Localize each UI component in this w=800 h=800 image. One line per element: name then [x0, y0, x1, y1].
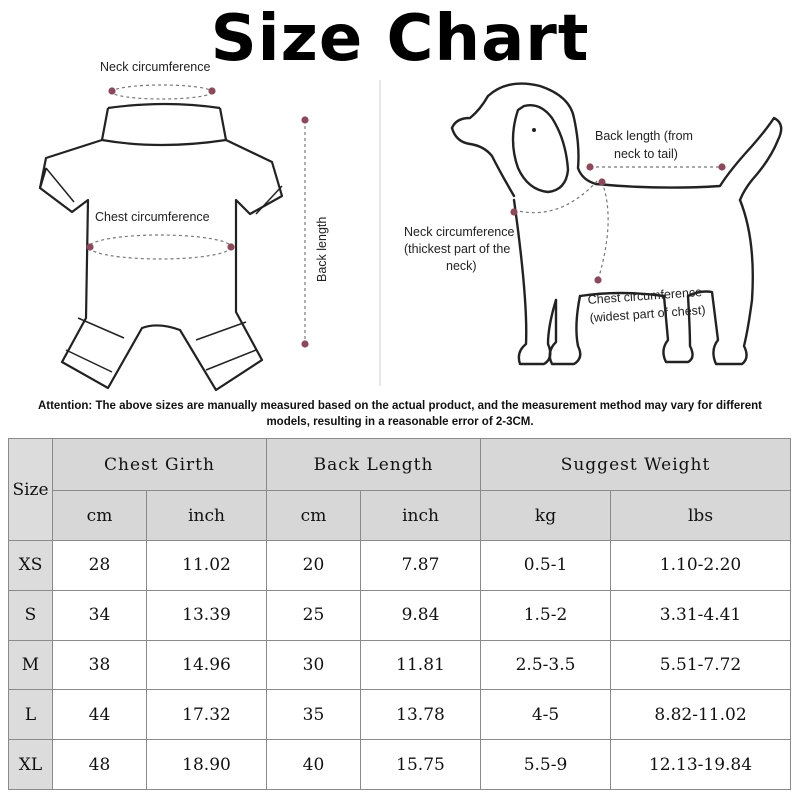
dog-chest-label-line1: Chest circumference	[587, 285, 703, 307]
table-row	[9, 590, 791, 640]
dog-back-label-line1: Back length (from	[595, 129, 693, 143]
dog-back-label-line2: neck to tail)	[614, 147, 678, 161]
garment-chest-label: Chest circumference	[95, 210, 210, 224]
table-row	[9, 541, 791, 591]
table-row	[9, 690, 791, 740]
header-chest-girth: Chest Girth	[53, 439, 267, 491]
unit-weight-kg: kg	[481, 491, 611, 541]
table-cell: 4-5	[481, 690, 611, 740]
garment-neck-label: Neck circumference	[100, 60, 211, 74]
table-cell: 5.5-9	[481, 740, 611, 790]
table-cell: 9.84	[361, 590, 481, 640]
size-cell: M	[9, 640, 53, 690]
garment-illustration	[40, 104, 282, 390]
unit-chest-cm: cm	[53, 491, 147, 541]
table-cell: 0.5-1	[481, 541, 611, 591]
table-cell: 17.32	[147, 690, 267, 740]
size-cell: XL	[9, 740, 53, 790]
garment-back-marker-bottom	[301, 340, 308, 347]
size-cell: L	[9, 690, 53, 740]
unit-chest-inch: inch	[147, 491, 267, 541]
table-cell: 13.39	[147, 590, 267, 640]
table-cell: 3.31-4.41	[611, 590, 791, 640]
dog-neck-label-line3: neck)	[446, 259, 477, 273]
table-cell: 14.96	[147, 640, 267, 690]
table-cell: 11.81	[361, 640, 481, 690]
table-cell: 13.78	[361, 690, 481, 740]
table-cell: 18.90	[147, 740, 267, 790]
size-column-header: Size	[9, 439, 53, 541]
dog-neck-marker	[510, 208, 517, 215]
header-suggest-weight: Suggest Weight	[481, 439, 791, 491]
attention-line-1: Attention: The above sizes are manually measured based on the actual product, and the measurement method may vary for different	[37, 400, 763, 412]
unit-weight-lbs: lbs	[611, 491, 791, 541]
size-cell: XS	[9, 541, 53, 591]
dog-neck-label-line1: Neck circumference	[404, 225, 515, 239]
table-cell: 28	[53, 541, 147, 591]
dog-neck-measure	[514, 180, 598, 213]
garment-neck-marker-right	[208, 87, 215, 94]
attention-note	[10, 398, 790, 430]
table-cell: 35	[267, 690, 361, 740]
table-row	[9, 740, 791, 790]
garment-back-marker-top	[301, 116, 308, 123]
dog-chest-measure	[598, 182, 608, 280]
table-cell: 11.02	[147, 541, 267, 591]
dog-chest-label-line2: (widest part of chest)	[589, 302, 706, 325]
table-cell: 7.87	[361, 541, 481, 591]
garment-chest-measure	[89, 235, 231, 259]
dog-neck-label-line2: (thickest part of the	[404, 242, 511, 256]
table-cell: 5.51-7.72	[611, 640, 791, 690]
garment-chest-marker-right	[227, 243, 234, 250]
garment-neck-marker-left	[108, 87, 115, 94]
table-cell: 2.5-3.5	[481, 640, 611, 690]
table-cell: 15.75	[361, 740, 481, 790]
size-cell: S	[9, 590, 53, 640]
unit-back-inch: inch	[361, 491, 481, 541]
dog-chest-marker-top	[598, 178, 605, 185]
table-cell: 44	[53, 690, 147, 740]
dog-chest-marker-bottom	[594, 276, 601, 283]
size-table	[8, 438, 791, 790]
table-cell: 30	[267, 640, 361, 690]
table-cell: 8.82-11.02	[611, 690, 791, 740]
table-cell: 34	[53, 590, 147, 640]
garment-back-label: Back length	[315, 216, 329, 282]
dog-back-marker-left	[586, 163, 593, 170]
header-back-length: Back Length	[267, 439, 481, 491]
table-cell: 20	[267, 541, 361, 591]
table-cell: 12.13-19.84	[611, 740, 791, 790]
table-cell: 40	[267, 740, 361, 790]
table-cell: 1.5-2	[481, 590, 611, 640]
garment-neck-measure	[112, 85, 212, 99]
table-row	[9, 640, 791, 690]
table-cell: 38	[53, 640, 147, 690]
garment-chest-marker-left	[86, 243, 93, 250]
unit-back-cm: cm	[267, 491, 361, 541]
table-cell: 1.10-2.20	[611, 541, 791, 591]
dog-back-marker-right	[718, 163, 725, 170]
attention-line-2: models, resulting in a reasonable error of 2-3CM.	[266, 416, 534, 428]
title-text: Size Chart	[210, 2, 590, 76]
table-cell: 25	[267, 590, 361, 640]
table-cell: 48	[53, 740, 147, 790]
